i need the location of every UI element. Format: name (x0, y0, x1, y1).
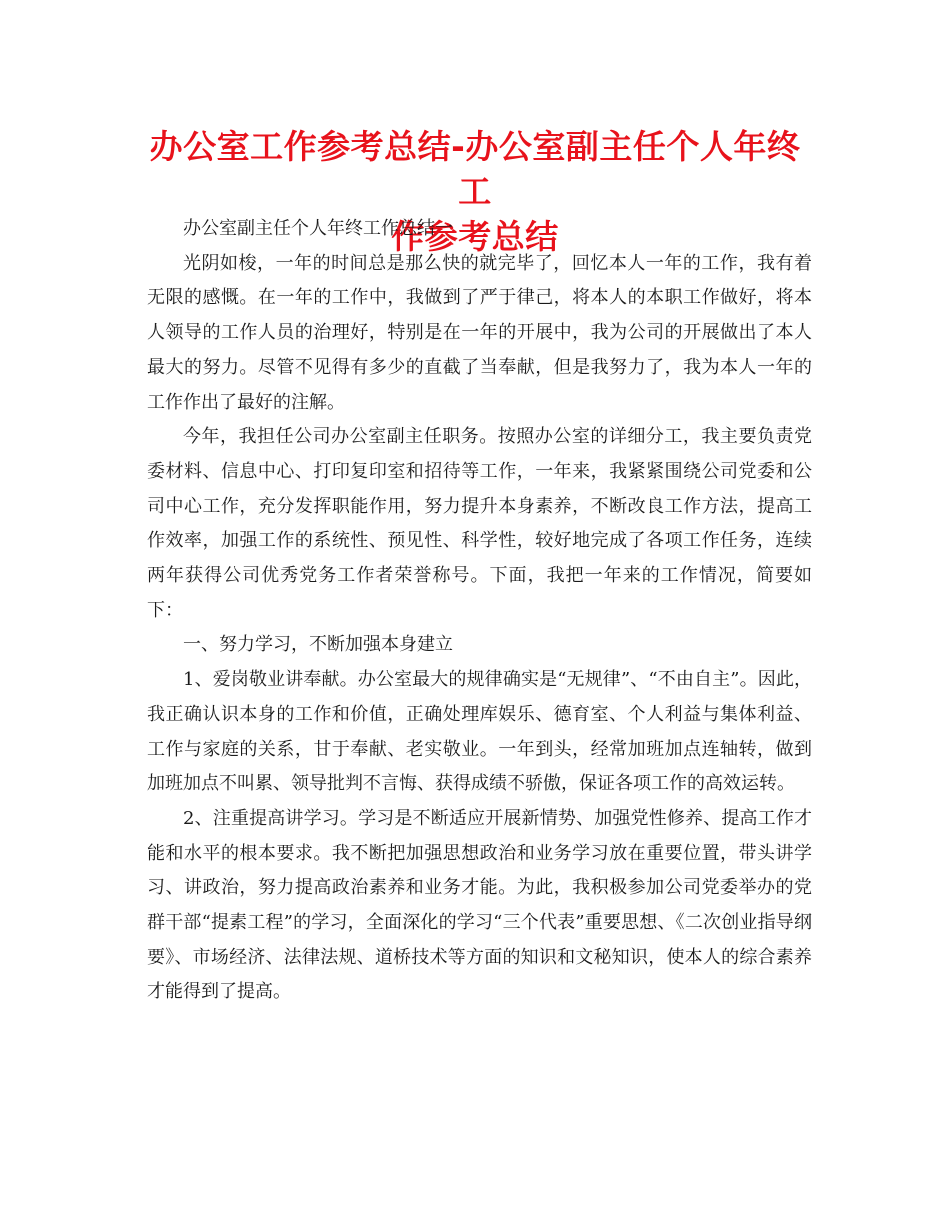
section-heading: 办公室副主任个人年终工作总结一 (183, 218, 453, 239)
paragraph: 光阴如梭，一年的时间总是那么快的就完毕了，回忆本人一年的工作，我有着无限的感慨。在一年的工作中，我做到了严于律己，将本人的本职工作做好，将本人领导的工作人员的治理好，特别是在一年的开展中，我为公司的开展做出了本人最大的努力。尽管不见得有多少的直截了当奉献，但是我努力了，我为本人一年的工作作出了最好的注解。 (147, 252, 812, 413)
paragraph: 1、爱岗敬业讲奉献。办公室最大的规律确实是“无规律”、“不由自主”。因此，我正确认识本身的工作和价值，正确处理库娱乐、德育室、个人利益与集体利益、工作与家庭的关系，甘于奉献、老实敬业。一年到头，经常加班加点连轴转，做到加班加点不叫累、领导批判不言悔、获得成绩不骄傲，保证各项工作的高效运转。 (147, 669, 812, 795)
title-line-1: 办公室工作参考总结-办公室副主任个人年终工 (149, 127, 801, 211)
paragraph: 今年，我担任公司办公室副主任职务。按照办公室的详细分工，我主要负责党委材料、信息中心、打印复印室和招待等工作，一年来，我紧紧围绕公司党委和公司中心工作，充分发挥职能作用，努力提升本身素养，不断改良工作方法，提高工作效率，加强工作的系统性、预见性、科学性，较好地完成了各项工作任务，连续两年获得公司优秀党务工作者荣誉称号。下面，我把一年来的工作情况，简要如下： (147, 426, 812, 621)
section-heading: 一、努力学习，不断加强本身建立 (183, 634, 453, 656)
title-line-2: 作参考总结 (391, 217, 559, 256)
document-body (147, 212, 812, 1010)
paragraph: 2、注重提高讲学习。学习是不断适应开展新情势、加强党性修养、提高工作才能和水平的根本要求。我不断把加强思想政治和业务学习放在重要位置，带头讲学习、讲政治，努力提高政治素养和业务才能。为此，我积极参加公司党委举办的党群干部“提素工程”的学习，全面深化的学习“三个代表”重要思想、《二次创业指导纲要》、市场经济、法律法规、道桥技术等方面的知识和文秘知识，使本人的综合素养才能得到了提高。 (147, 807, 812, 1003)
